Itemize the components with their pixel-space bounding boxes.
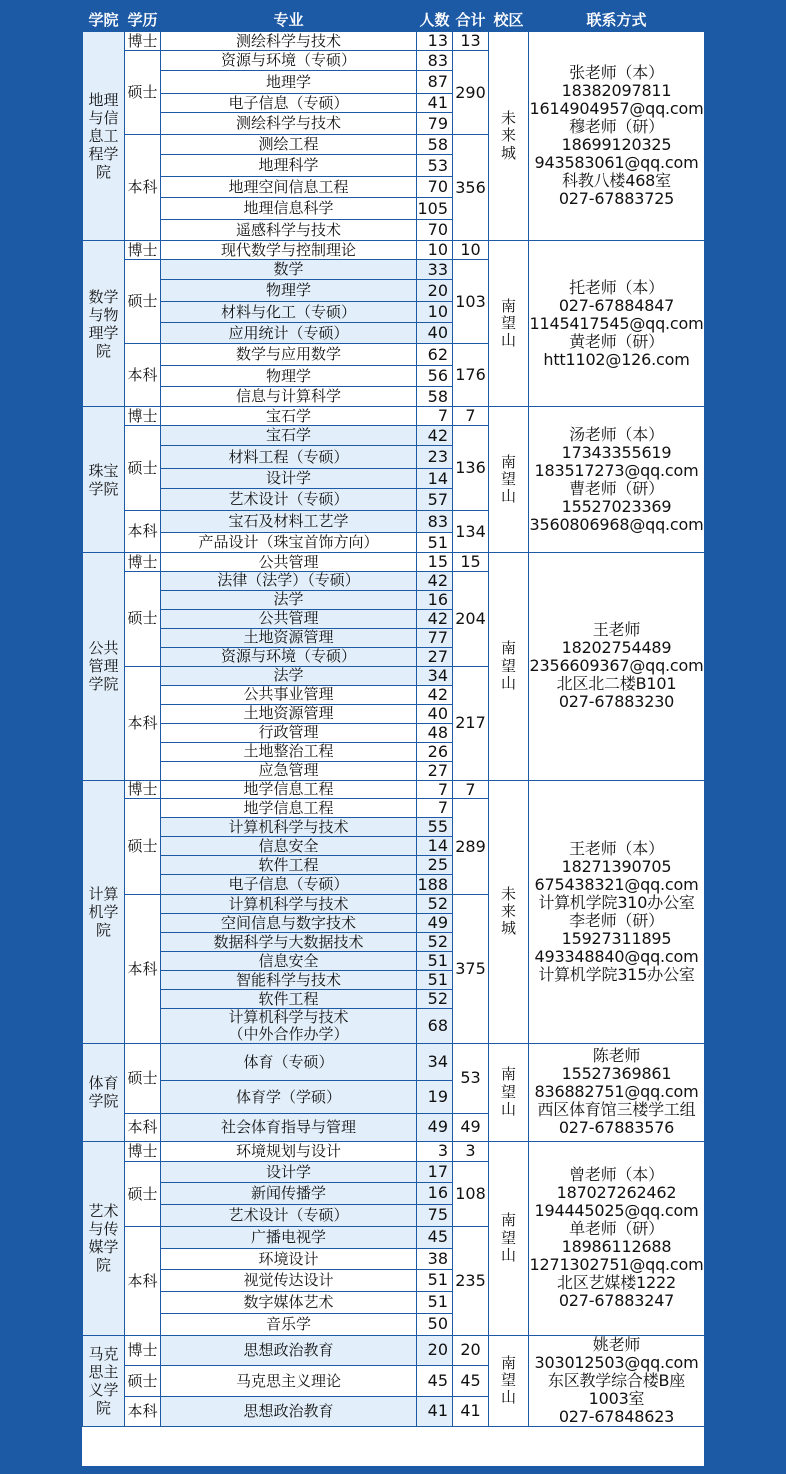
major-cell: 设计学 [161,1161,417,1182]
major-cell: 计算机科学与技术 （中外合作办学） [161,1008,417,1043]
contact-line: 187027262462 [556,1183,677,1203]
contact-line: 科教八楼468室 [562,171,671,190]
contact-line: 027-67883725 [558,189,675,208]
degree-cell: 博士 [125,407,161,426]
college-name: 体育学院 [88,1074,119,1111]
count-cell: 68 [417,1008,453,1043]
campus-cell [489,407,529,553]
major-cell: 信息与计算科学 [161,387,417,407]
contact-line: 计算机学院310办公室 [538,892,695,912]
major-cell: 软件工程 [161,989,417,1008]
major-cell: 公共管理 [161,609,417,628]
count-cell: 34 [417,1043,453,1080]
major-cell: 行政管理 [161,723,417,742]
degree-cell: 硕士 [125,571,161,666]
degree-cell: 本科 [125,511,161,553]
total-cell: 45 [453,1365,489,1396]
table-row [83,1141,705,1161]
total-cell: 53 [453,1043,489,1113]
count-cell: 58 [417,135,453,155]
total-cell: 375 [453,895,489,1044]
major-cell: 数学 [161,260,417,280]
count-cell: 55 [417,818,453,837]
college-name: 珠宝学院 [88,461,119,498]
major-cell: 电子信息（专硕） [161,94,417,113]
contact-line: 493348840@qq.com [534,946,699,966]
table-row [83,1335,705,1365]
campus-cell [489,1043,529,1141]
count-cell: 51 [417,533,453,553]
college-name: 艺术与传媒学院 [88,1202,119,1275]
campus-cell [489,1335,529,1426]
count-cell: 14 [417,837,453,856]
count-cell: 45 [417,1365,453,1396]
count-cell: 25 [417,856,453,875]
count-cell: 16 [417,1182,453,1204]
campus-name: 未来城 [500,884,516,938]
count-cell: 50 [417,1313,453,1335]
degree-cell: 博士 [125,780,161,799]
total-cell: 235 [453,1226,489,1335]
contact-cell [529,32,705,241]
contact-line: 1003室 [588,1388,645,1408]
header-contact: 联系方式 [529,9,705,32]
enrollment-table-panel [82,8,704,1466]
contact-line: 027-67883576 [558,1118,675,1138]
contact-line: 18202754489 [561,638,672,658]
total-cell: 10 [453,241,489,260]
count-cell: 70 [417,220,453,241]
count-cell: 45 [417,1226,453,1248]
contact-cell [529,407,705,553]
count-cell: 10 [417,302,453,323]
count-cell: 87 [417,71,453,94]
major-cell: 音乐学 [161,1313,417,1335]
contact-line: 1145417545@qq.com [529,313,704,333]
contact-line: 穆老师（研） [569,117,664,136]
table-row [83,407,705,426]
major-cell: 测绘科学与技术 [161,32,417,51]
count-cell: 7 [417,799,453,818]
total-cell: 103 [453,260,489,344]
count-cell: 49 [417,1113,453,1141]
count-cell: 13 [417,32,453,51]
contact-line: 15927311895 [561,928,672,948]
count-cell: 105 [417,198,453,220]
contact-line: htt1102@126.com [543,349,690,369]
major-cell: 马克思主义理论 [161,1365,417,1396]
contact-line: 17343355619 [561,442,672,462]
contact-line: 曾老师（本） [569,1165,664,1185]
major-cell: 资源与环境（专硕） [161,647,417,666]
header-count: 人数 [417,9,453,32]
college-name-cell [83,407,125,553]
college-name: 马克思主义学院 [88,1344,119,1417]
college-name: 公共管理学院 [88,639,119,694]
major-cell: 法学 [161,590,417,609]
major-cell: 体育学（学硕） [161,1080,417,1113]
total-cell: 3 [453,1141,489,1161]
count-cell: 27 [417,647,453,666]
count-cell: 33 [417,260,453,280]
major-cell: 遥感科学与技术 [161,220,417,241]
table-row [83,553,705,572]
degree-cell: 本科 [125,1113,161,1141]
total-cell: 41 [453,1396,489,1426]
college-name: 计算机学院 [88,884,119,939]
major-cell: 设计学 [161,469,417,489]
header-campus: 校区 [489,9,529,32]
count-cell: 7 [417,407,453,426]
degree-cell: 博士 [125,32,161,51]
contact-line: 姚老师 [592,1335,641,1354]
contact-line: 陈老师 [592,1046,641,1066]
major-cell: 空间信息与数字技术 [161,913,417,932]
contact-line: 李老师（研） [569,910,664,930]
major-cell: 广播电视学 [161,1226,417,1248]
contact-line: 北区艺媒楼1222 [557,1273,676,1293]
major-cell: 测绘工程 [161,135,417,155]
major-cell: 视觉传达设计 [161,1269,417,1291]
count-cell: 19 [417,1080,453,1113]
contact-line: 183517273@qq.com [534,460,699,480]
campus-name: 南望山 [500,1211,516,1264]
contact-cell [529,1335,705,1426]
contact-line: 303012503@qq.com [534,1352,699,1372]
college-name-cell [83,553,125,781]
contact-line: 3560806968@qq.com [529,514,704,534]
degree-cell: 硕士 [125,799,161,895]
count-cell: 40 [417,323,453,344]
major-cell: 环境设计 [161,1248,417,1269]
contact-line: 托老师（本） [569,277,664,297]
count-cell: 52 [417,932,453,951]
count-cell: 51 [417,1291,453,1313]
major-cell: 公共管理 [161,553,417,572]
contact-line: 18699120325 [561,135,672,154]
degree-cell: 硕士 [125,260,161,344]
contact-line: 单老师（研） [569,1219,664,1239]
contact-line: 675438321@qq.com [534,874,699,894]
degree-cell: 博士 [125,1141,161,1161]
count-cell: 56 [417,366,453,387]
degree-cell: 硕士 [125,1161,161,1226]
major-cell: 产品设计（珠宝首饰方向） [161,533,417,553]
contact-line: 东区教学综合楼B座 [547,1370,686,1390]
count-cell: 58 [417,387,453,407]
count-cell: 20 [417,1335,453,1365]
degree-cell: 本科 [125,1226,161,1335]
total-cell: 356 [453,135,489,241]
count-cell: 51 [417,951,453,970]
count-cell: 42 [417,685,453,704]
count-cell: 53 [417,155,453,177]
degree-cell: 硕士 [125,1365,161,1396]
contact-cell [529,553,705,781]
major-cell: 艺术设计（专硕） [161,1204,417,1226]
campus-cell [489,553,529,781]
degree-cell: 本科 [125,135,161,241]
major-cell: 社会体育指导与管理 [161,1113,417,1141]
count-cell: 52 [417,989,453,1008]
total-cell: 134 [453,511,489,553]
contact-line: 18986112688 [561,1237,672,1257]
degree-cell: 本科 [125,895,161,1044]
count-cell: 34 [417,666,453,685]
table-row [83,780,705,799]
contact-line: 15527369861 [561,1064,672,1084]
contact-line: 027-67883247 [558,1291,675,1311]
count-cell: 17 [417,1161,453,1182]
major-cell: 应用统计（专硕） [161,323,417,344]
major-cell: 地理空间信息工程 [161,177,417,198]
college-name-cell [83,241,125,407]
contact-line: 943583061@qq.com [534,153,699,172]
major-cell: 环境规划与设计 [161,1141,417,1161]
count-cell: 40 [417,704,453,723]
total-cell: 108 [453,1161,489,1226]
major-cell: 宝石学 [161,407,417,426]
total-cell: 217 [453,666,489,780]
college-name: 地理与信息工程学院 [88,91,119,181]
major-cell: 计算机科学与技术 [161,895,417,914]
major-cell: 土地资源管理 [161,628,417,647]
college-name-cell [83,1335,125,1426]
contact-line: 027-67883230 [558,692,675,712]
contact-line: 汤老师（本） [569,424,664,444]
degree-cell: 博士 [125,553,161,572]
major-cell: 计算机科学与技术 [161,818,417,837]
major-cell: 艺术设计（专硕） [161,489,417,511]
count-cell: 20 [417,280,453,302]
enrollment-table [82,8,705,1427]
major-cell: 思想政治教育 [161,1396,417,1426]
total-cell: 204 [453,571,489,666]
major-cell: 新闻传播学 [161,1182,417,1204]
contact-line: 15527023369 [561,496,672,516]
contact-cell [529,241,705,407]
count-cell: 57 [417,489,453,511]
header-college: 学院 [83,9,125,32]
major-cell: 数学与应用数学 [161,344,417,366]
count-cell: 15 [417,553,453,572]
major-cell: 地学信息工程 [161,799,417,818]
count-cell: 38 [417,1248,453,1269]
major-cell: 体育（专硕） [161,1043,417,1080]
table-body [83,32,705,1427]
total-cell: 290 [453,51,489,135]
major-cell: 宝石学 [161,426,417,446]
degree-cell: 硕士 [125,1043,161,1113]
count-cell: 75 [417,1204,453,1226]
count-cell: 41 [417,1396,453,1426]
count-cell: 10 [417,241,453,260]
campus-cell [489,241,529,407]
campus-name: 南望山 [500,296,516,350]
count-cell: 51 [417,1269,453,1291]
college-name: 数学与物理学院 [88,287,119,360]
college-name-cell [83,1043,125,1141]
count-cell: 49 [417,913,453,932]
count-cell: 16 [417,590,453,609]
degree-cell: 本科 [125,666,161,780]
count-cell: 3 [417,1141,453,1161]
contact-line: 1614904957@qq.com [529,99,704,118]
major-cell: 地学信息工程 [161,780,417,799]
college-name-cell [83,780,125,1043]
contact-line: 曹老师（研） [569,478,664,498]
campus-name: 南望山 [500,639,516,692]
total-cell: 49 [453,1113,489,1141]
count-cell: 41 [417,94,453,113]
contact-line: 张老师（本） [569,63,664,82]
contact-line: 计算机学院315办公室 [538,964,695,984]
major-cell: 思想政治教育 [161,1335,417,1365]
count-cell: 42 [417,609,453,628]
major-cell: 宝石及材料工艺学 [161,511,417,533]
count-cell: 51 [417,970,453,989]
header-major: 专业 [161,9,417,32]
degree-cell: 博士 [125,1335,161,1365]
table-row [83,241,705,260]
count-cell: 42 [417,571,453,590]
count-cell: 14 [417,469,453,489]
college-name-cell [83,1141,125,1335]
major-cell: 法律（法学）（专硕） [161,571,417,590]
degree-cell: 硕士 [125,426,161,511]
contact-line: 2356609367@qq.com [529,656,704,676]
count-cell: 79 [417,113,453,135]
count-cell: 27 [417,761,453,780]
table-row [83,32,705,51]
contact-line: 027-67848623 [558,1406,675,1426]
contact-line: 18382097811 [561,81,672,100]
major-cell: 地理信息科学 [161,198,417,220]
major-cell: 信息安全 [161,951,417,970]
total-cell: 20 [453,1335,489,1365]
degree-cell: 博士 [125,241,161,260]
total-cell: 15 [453,553,489,572]
major-cell: 地理科学 [161,155,417,177]
total-cell: 13 [453,32,489,51]
major-cell: 公共事业管理 [161,685,417,704]
table-header-row [83,9,705,32]
degree-cell: 硕士 [125,51,161,135]
table-row [83,1043,705,1080]
major-cell: 材料与化工（专硕） [161,302,417,323]
count-cell: 48 [417,723,453,742]
campus-name: 南望山 [500,452,516,506]
count-cell: 83 [417,511,453,533]
campus-cell [489,1141,529,1335]
header-total: 合计 [453,9,489,32]
count-cell: 77 [417,628,453,647]
major-cell: 信息安全 [161,837,417,856]
header-degree: 学历 [125,9,161,32]
count-cell: 7 [417,780,453,799]
total-cell: 136 [453,426,489,511]
campus-cell [489,780,529,1043]
campus-name: 未来城 [500,109,516,162]
contact-line: 836882751@qq.com [534,1082,699,1102]
major-cell: 资源与环境（专硕） [161,51,417,71]
major-cell: 测绘科学与技术 [161,113,417,135]
major-cell: 材料工程（专硕） [161,446,417,469]
major-cell: 应急管理 [161,761,417,780]
degree-cell: 本科 [125,1396,161,1426]
major-cell: 土地整治工程 [161,742,417,761]
count-cell: 188 [417,875,453,895]
count-cell: 42 [417,426,453,446]
contact-cell [529,1043,705,1141]
total-cell: 7 [453,407,489,426]
contact-line: 黄老师（研） [569,331,664,351]
count-cell: 83 [417,51,453,71]
contact-cell [529,1141,705,1335]
contact-line: 027-67884847 [558,295,675,315]
major-cell: 智能科学与技术 [161,970,417,989]
campus-name: 南望山 [500,1353,516,1407]
contact-line: 王老师 [592,620,641,640]
major-cell: 地理学 [161,71,417,94]
count-cell: 26 [417,742,453,761]
count-cell: 70 [417,177,453,198]
campus-cell [489,32,529,241]
contact-cell [529,780,705,1043]
major-cell: 电子信息（专硕） [161,875,417,895]
contact-line: 194445025@qq.com [534,1201,699,1221]
count-cell: 23 [417,446,453,469]
total-cell: 289 [453,799,489,895]
college-name-cell [83,32,125,241]
contact-line: 18271390705 [561,856,672,876]
major-cell: 数字媒体艺术 [161,1291,417,1313]
major-cell: 土地资源管理 [161,704,417,723]
degree-cell: 本科 [125,344,161,407]
total-cell: 176 [453,344,489,407]
contact-line: 北区北二楼B101 [556,674,677,694]
major-cell: 物理学 [161,280,417,302]
major-cell: 物理学 [161,366,417,387]
major-cell: 数据科学与大数据技术 [161,932,417,951]
contact-line: 1271302751@qq.com [529,1255,704,1275]
major-cell: 法学 [161,666,417,685]
campus-name: 南望山 [500,1065,516,1118]
contact-line: 西区体育馆三楼学工组 [537,1100,696,1120]
total-cell: 7 [453,780,489,799]
count-cell: 52 [417,895,453,914]
count-cell: 62 [417,344,453,366]
contact-line: 王老师（本） [569,838,664,858]
major-cell: 软件工程 [161,856,417,875]
major-cell: 现代数学与控制理论 [161,241,417,260]
